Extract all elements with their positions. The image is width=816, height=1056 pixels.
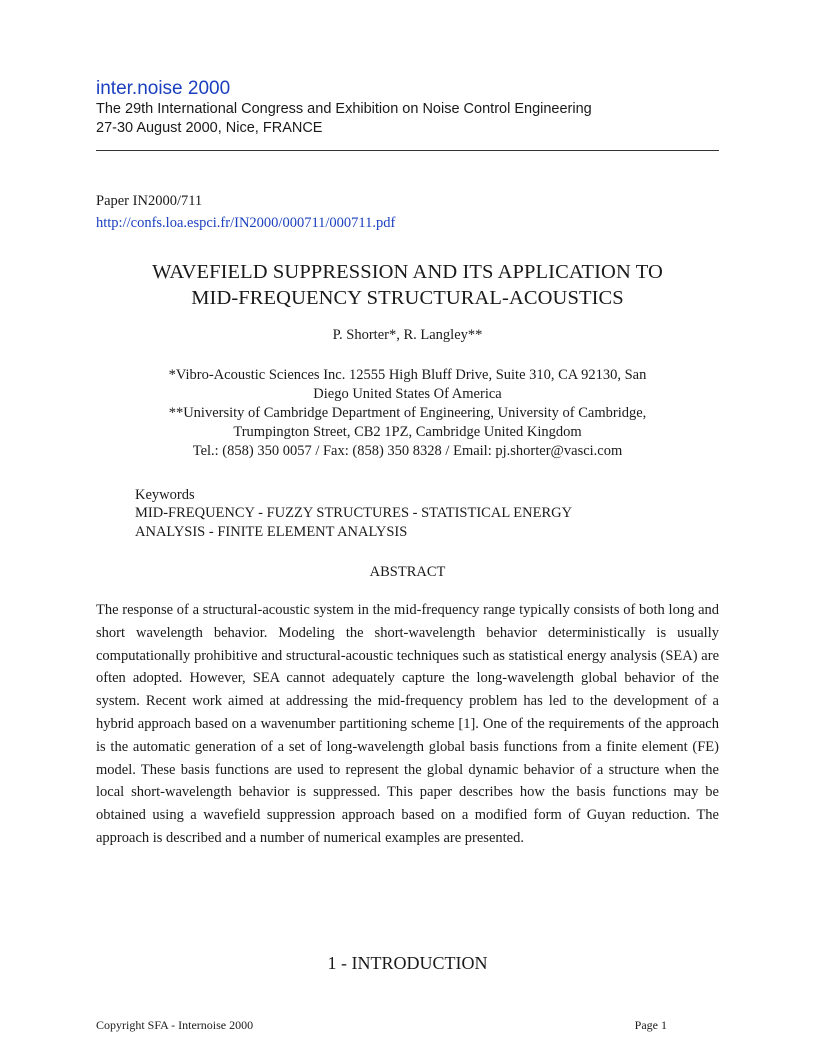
paper-title-line-2: MID-FREQUENCY STRUCTURAL-ACOUSTICS: [191, 287, 624, 309]
affiliation-1-line-1: *Vibro-Acoustic Sciences Inc. 12555 High Bluff Drive, Suite 310, CA 92130, San: [168, 367, 647, 383]
affiliation-2-line-1: **University of Cambridge Department of Engineering, University of Cambridge,: [168, 405, 647, 421]
abstract-body: The response of a structural-acoustic system in the mid-frequency range typically consists of both long and short wavelength behavior. Modeling the short-wavelength behavior deterministically is usually computationally prohibitive and structural-acoustic techniques such as statistical energy analysis (SEA) are often adopted. However, SEA cannot adequately capture the long-wavelength global behavior of the system. Recent work aimed at addressing the mid-frequency problem has led to the development of a hybrid approach based on a wavenumber partitioning scheme [1]. One of the requirements of the approach is the automatic generation of a set of long-wavelength global basis functions from a finite element (FE) model. These basis functions are used to represent the global dynamic behavior of a structure when the local short-wavelength behavior is suppressed. This paper describes how the basis functions may be obtained using a wavefield suppression approach based on a modified form of Guyan reduction. The approach is described and a number of numerical examples are presented.: [96, 602, 719, 846]
keywords-line-1: MID-FREQUENCY - FUZZY STRUCTURES - STATISTICAL ENERGY: [135, 505, 573, 521]
contact-info: Tel.: (858) 350 0057 / Fax: (858) 350 8328 / Email: pj.shorter@vasci.com: [192, 443, 623, 459]
affiliation-2-line-2: Trumpington Street, CB2 1PZ, Cambridge United Kingdom: [233, 424, 582, 440]
paper-url-link[interactable]: http://confs.loa.espci.fr/IN2000/000711/000711.pdf: [96, 215, 396, 231]
header-divider: [96, 150, 719, 151]
keywords-line-2: ANALYSIS - FINITE ELEMENT ANALYSIS: [135, 524, 408, 540]
conference-date: 27-30 August 2000, Nice, FRANCE: [96, 120, 323, 136]
conference-name: inter.noise 2000: [96, 78, 231, 99]
keywords-label: Keywords: [135, 487, 195, 503]
authors: P. Shorter*, R. Langley**: [332, 327, 483, 343]
conference-subtitle: The 29th International Congress and Exhibition on Noise Control Engineering: [96, 101, 592, 117]
footer-copyright: Copyright SFA - Internoise 2000: [96, 1018, 254, 1032]
abstract-heading: ABSTRACT: [369, 564, 446, 580]
paper-id: Paper IN2000/711: [96, 193, 203, 209]
paper-title-line-1: WAVEFIELD SUPPRESSION AND ITS APPLICATION TO: [152, 261, 663, 283]
affiliation-1-line-2: Diego United States Of America: [313, 386, 502, 402]
footer-page-number: Page 1: [634, 1018, 667, 1032]
section-heading: 1 - INTRODUCTION: [327, 953, 488, 973]
